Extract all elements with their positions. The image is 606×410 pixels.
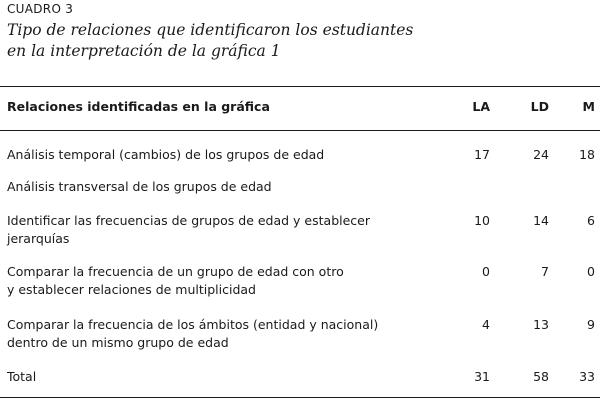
total-label: Total (7, 369, 37, 384)
row-label-line-2: y establecer relaciones de multiplicidad (7, 282, 256, 297)
row-ld: 7 (541, 264, 549, 279)
total-la: 31 (474, 369, 490, 384)
row-ld: 14 (533, 213, 549, 228)
row-m: 0 (587, 264, 595, 279)
row-la: 17 (474, 147, 490, 162)
row-la: 0 (482, 264, 490, 279)
row-m: 6 (587, 213, 595, 228)
bottom-rule (0, 397, 600, 398)
row-ld: 24 (533, 147, 549, 162)
table-title (7, 20, 597, 62)
row-label (7, 316, 427, 352)
title-line-2: en la interpretación de la gráfica 1 (7, 42, 281, 60)
total-m: 33 (579, 369, 595, 384)
row-label (7, 263, 427, 299)
row-label-line-1: Identificar las frecuencias de grupos de edad y establecer (7, 213, 370, 228)
header-m: M (582, 99, 595, 114)
header-relations: Relaciones identificadas en la gráfica (7, 99, 270, 114)
row-ld: 13 (533, 317, 549, 332)
title-line-1: Tipo de relaciones que identificaron los estudiantes (7, 21, 414, 39)
total-ld: 58 (533, 369, 549, 384)
row-label: Análisis transversal de los grupos de edad (7, 179, 272, 194)
row-label-line-2: jerarquías (7, 231, 70, 246)
header-rule (0, 130, 600, 131)
row-la: 4 (482, 317, 490, 332)
row-label (7, 212, 427, 248)
row-la: 10 (474, 213, 490, 228)
header-ld: LD (530, 99, 549, 114)
table-label: CUADRO 3 (7, 2, 74, 16)
row-label-line-2: dentro de un mismo grupo de edad (7, 335, 229, 350)
row-label-line-1: Comparar la frecuencia de un grupo de edad con otro (7, 264, 344, 279)
row-label: Análisis temporal (cambios) de los grupos de edad (7, 147, 325, 162)
row-label-line-1: Comparar la frecuencia de los ámbitos (entidad y nacional) (7, 317, 379, 332)
row-m: 18 (579, 147, 595, 162)
header-la: LA (472, 99, 490, 114)
row-m: 9 (587, 317, 595, 332)
top-rule (0, 86, 600, 87)
